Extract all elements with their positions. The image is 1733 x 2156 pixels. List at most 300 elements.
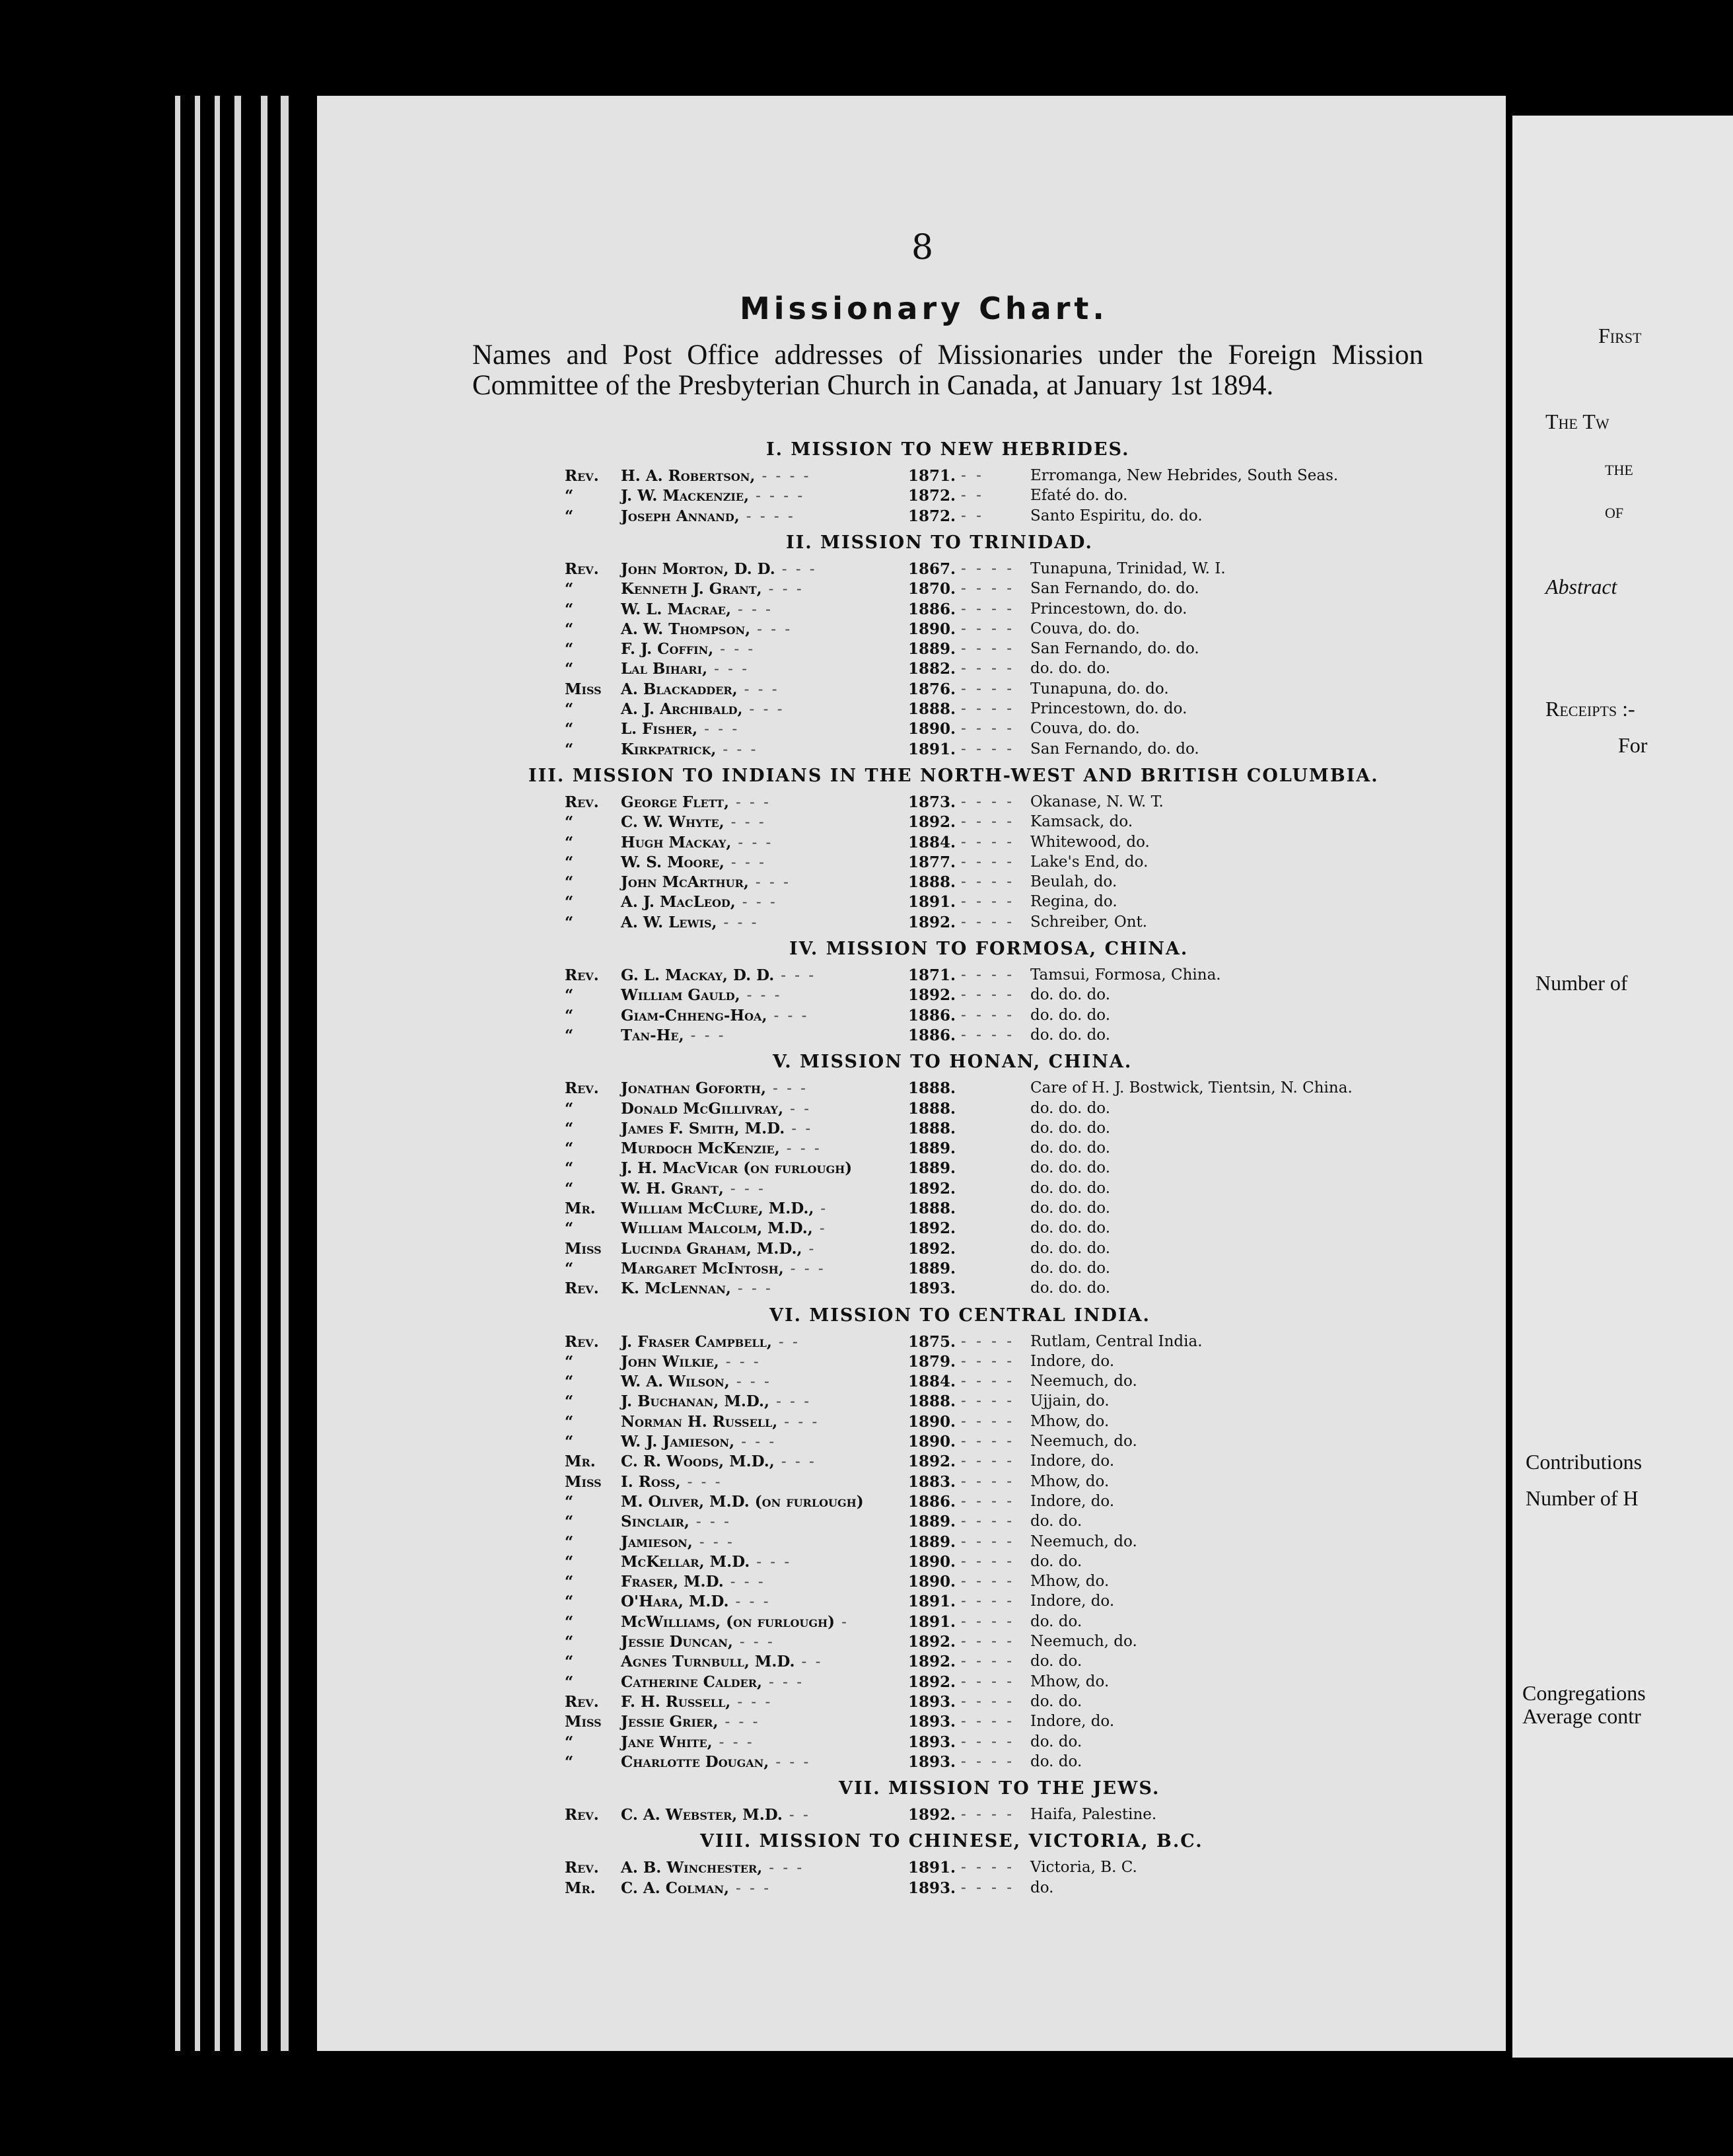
missionary-title: Miss	[565, 1239, 602, 1258]
missionary-title: “	[565, 1752, 574, 1771]
post-office-address: Couva, do. do.	[1030, 720, 1140, 738]
appointment-year: 1886.	[908, 1492, 956, 1511]
leader-dots: - - - -	[961, 580, 1015, 598]
leader-dots: - - -	[781, 1453, 816, 1471]
post-office-address: do. do. do.	[1030, 986, 1111, 1004]
missionary-title: “	[565, 893, 574, 912]
missionary-title: Rev.	[565, 1806, 599, 1824]
post-office-address: Rutlam, Central India.	[1030, 1332, 1203, 1350]
appointment-year: 1884.	[908, 1373, 956, 1391]
leader-dots: - - -	[695, 1513, 731, 1531]
missionary-name: Charlotte Dougan, - - -	[621, 1752, 811, 1771]
missionary-name: F. H. Russell, - - -	[621, 1692, 773, 1711]
leader-dots: - - -	[776, 1393, 811, 1411]
post-office-address: Tunapuna, Trinidad, W. I.	[1030, 559, 1226, 577]
leader-dots: - - - -	[961, 1492, 1015, 1510]
missionary-title: “	[565, 1392, 574, 1411]
right-page-fragment: For	[1618, 733, 1648, 757]
missionary-name: K. McLennan, - - -	[621, 1279, 773, 1298]
section-heading: V. MISSION TO HONAN, CHINA.	[773, 1052, 1133, 1073]
appointment-year: 1890.	[908, 620, 956, 638]
leader-dots: - - -	[749, 701, 785, 718]
missionary-name: Sinclair, - - -	[621, 1513, 731, 1531]
appointment-year: 1892.	[908, 1239, 956, 1258]
leader-dots: - - -	[714, 661, 750, 678]
appointment-year: 1886.	[908, 1006, 956, 1024]
missionary-title: “	[565, 507, 574, 525]
post-office-address: do. do. do.	[1030, 1200, 1111, 1217]
leader-dots: - - -	[738, 834, 773, 851]
missionary-name: I. Ross, - - -	[621, 1472, 723, 1491]
leader-dots: - - - -	[961, 1593, 1015, 1610]
missionary-title: Rev.	[565, 1279, 599, 1298]
leader-dots: - - - -	[961, 1433, 1015, 1450]
appointment-year: 1886.	[908, 1026, 956, 1044]
leader-dots: - - - -	[961, 1513, 1015, 1530]
appointment-year: 1870.	[908, 580, 956, 598]
post-office-address: Neemuch, do.	[1030, 1633, 1137, 1650]
missionary-title: “	[565, 853, 574, 871]
post-office-address: Erromanga, New Hebrides, South Seas.	[1030, 467, 1339, 484]
missionary-title: “	[565, 1653, 574, 1671]
leader-dots: - - -	[741, 1433, 777, 1451]
missionary-title: Miss	[565, 1713, 602, 1731]
missionary-title: Miss	[565, 680, 602, 698]
missionary-name: C. W. Whyte, - - -	[621, 813, 766, 832]
missionary-name: A. J. Archibald, - - -	[621, 700, 785, 718]
leader-dots: - - -	[719, 1733, 754, 1751]
leader-dots: - - - -	[961, 793, 1015, 810]
missionary-name: Lucinda Graham, M.D., -	[621, 1239, 816, 1258]
appointment-year: 1891.	[908, 1612, 956, 1631]
missionary-name: George Flett, - - -	[621, 793, 771, 811]
right-page-fragment: the	[1605, 456, 1633, 480]
post-office-address: Ujjain, do.	[1030, 1392, 1110, 1410]
leader-dots: - - - -	[961, 720, 1015, 738]
leader-dots: - - -	[739, 1634, 775, 1651]
post-office-address: Okanase, N. W. T.	[1030, 793, 1164, 810]
missionary-title: Rev.	[565, 1692, 599, 1711]
appointment-year: 1889.	[908, 1259, 956, 1277]
post-office-address: Neemuch, do.	[1030, 1433, 1137, 1450]
section-heading: IV. MISSION TO FORMOSA, CHINA.	[789, 939, 1189, 959]
leader-dots: - - - -	[961, 1806, 1015, 1824]
post-office-address: Tamsui, Formosa, China.	[1030, 966, 1221, 984]
leader-dots: - - - -	[961, 1653, 1015, 1671]
leader-dots: - - -	[737, 1693, 773, 1711]
missionary-name: Donald McGillivray, - -	[621, 1099, 811, 1118]
missionary-title: “	[565, 580, 574, 598]
missionary-name: Lal Bihari, - - -	[621, 660, 750, 678]
post-office-address: do. do. do.	[1030, 1119, 1111, 1137]
leader-dots: - - - -	[961, 1552, 1015, 1570]
post-office-address: Indore, do.	[1030, 1713, 1115, 1731]
missionary-title: “	[565, 986, 574, 1005]
leader-dots: - - -	[737, 600, 773, 618]
appointment-year: 1892.	[908, 1219, 956, 1238]
post-office-address: Care of H. J. Bostwick, Tientsin, N. China.	[1030, 1079, 1353, 1097]
appointment-year: 1892.	[908, 1806, 956, 1824]
book-edge	[234, 96, 241, 2051]
leader-dots: - - -	[772, 1080, 808, 1098]
missionary-title: “	[565, 1179, 574, 1198]
leader-dots: - - -	[704, 721, 740, 738]
missionary-name: W. H. Grant, - - -	[621, 1179, 765, 1198]
missionary-name: C. A. Webster, M.D. - -	[621, 1806, 810, 1824]
leader-dots: - - -	[757, 620, 793, 638]
missionary-title: “	[565, 1672, 574, 1691]
missionary-name: Norman H. Russell, - - -	[621, 1412, 820, 1431]
leader-dots: - - - -	[961, 1633, 1015, 1650]
post-office-address: do. do. do.	[1030, 1219, 1111, 1237]
missionary-title: “	[565, 600, 574, 618]
leader-dots: - - -	[786, 1140, 822, 1158]
leader-dots: - -	[778, 1333, 800, 1351]
leader-dots: - - -	[781, 560, 817, 578]
appointment-year: 1893.	[908, 1279, 956, 1298]
missionary-name: Murdoch McKenzie, - - -	[621, 1139, 822, 1158]
missionary-title: Rev.	[565, 966, 599, 984]
missionary-title: Mr.	[565, 1200, 596, 1217]
missionary-title: “	[565, 833, 574, 851]
missionary-title: “	[565, 1139, 574, 1158]
missionary-title: “	[565, 913, 574, 931]
post-office-address: Beulah, do.	[1030, 873, 1117, 891]
missionary-title: Rev.	[565, 467, 599, 485]
missionary-name: Hugh Mackay, - - -	[621, 833, 773, 851]
missionary-name: J. Fraser Campbell, - -	[621, 1332, 800, 1351]
leader-dots: - - - -	[961, 620, 1015, 637]
leader-dots: - - -	[736, 1879, 771, 1897]
post-office-address: Mhow, do.	[1030, 1472, 1110, 1490]
appointment-year: 1892.	[908, 1453, 956, 1471]
leader-dots: - - - -	[961, 1472, 1015, 1490]
post-office-address: do. do.	[1030, 1692, 1082, 1710]
post-office-address: Neemuch, do.	[1030, 1532, 1137, 1550]
missionary-title: “	[565, 660, 574, 678]
section-heading: III. MISSION TO INDIANS IN THE NORTH-WEST AND BRITISH COLUMBIA.	[528, 765, 1379, 786]
missionary-name: Jonathan Goforth, - - -	[621, 1079, 808, 1098]
missionary-name: James F. Smith, M.D. - -	[621, 1119, 813, 1137]
right-page-fragment: Congregations	[1522, 1681, 1646, 1705]
post-office-address: Couva, do. do.	[1030, 620, 1140, 637]
leader-dots: - - -	[730, 814, 766, 832]
post-office-address: do. do. do.	[1030, 1279, 1111, 1297]
leader-dots: - - - -	[961, 986, 1015, 1004]
right-page-fragment: Average contr	[1522, 1704, 1641, 1728]
leader-dots: -	[820, 1200, 828, 1217]
post-office-address: Lake's End, do.	[1030, 853, 1149, 871]
missionary-name: John Morton, D. D. - - -	[621, 559, 817, 578]
appointment-year: 1888.	[908, 1119, 956, 1137]
missionary-title: Rev.	[565, 1332, 599, 1351]
missionary-name: John McArthur, - - -	[621, 873, 791, 892]
post-office-address: do. do.	[1030, 1552, 1082, 1570]
appointment-year: 1888.	[908, 700, 956, 718]
leader-dots: - - -	[784, 1413, 820, 1431]
missionary-title: “	[565, 1412, 574, 1431]
missionary-title: Rev.	[565, 1859, 599, 1877]
appointment-year: 1891.	[908, 893, 956, 912]
leader-dots: - - - -	[961, 600, 1015, 618]
missionary-name: A. W. Lewis, - - -	[621, 913, 759, 931]
post-office-address: do. do. do.	[1030, 1139, 1111, 1157]
missionary-title: “	[565, 720, 574, 738]
page-number: 8	[911, 228, 934, 268]
leader-dots: - - - -	[961, 913, 1015, 931]
appointment-year: 1891.	[908, 740, 956, 758]
missionary-name: John Wilkie, - - -	[621, 1352, 761, 1371]
leader-dots: - - -	[735, 1593, 771, 1611]
right-page-fragment: Contributions	[1526, 1450, 1643, 1474]
leader-dots: - - - -	[961, 700, 1015, 717]
appointment-year: 1889.	[908, 1532, 956, 1551]
book-edge	[215, 96, 220, 2051]
missionary-title: Rev.	[565, 559, 599, 578]
missionary-name: Kirkpatrick, - - -	[621, 740, 758, 758]
leader-dots: - - - -	[746, 507, 795, 525]
missionary-title: “	[565, 487, 574, 505]
leader-dots: - - - -	[961, 559, 1015, 577]
missionary-title: “	[565, 1612, 574, 1631]
appointment-year: 1888.	[908, 1079, 956, 1098]
appointment-year: 1882.	[908, 660, 956, 678]
leader-dots: - - - -	[961, 1859, 1015, 1877]
appointment-year: 1867.	[908, 559, 956, 578]
appointment-year: 1892.	[908, 986, 956, 1005]
right-page-fragment: Number of	[1536, 971, 1628, 995]
missionary-name: Fraser, M.D. - - -	[621, 1573, 765, 1591]
missionary-name: H. A. Robertson, - - - -	[621, 467, 811, 485]
leader-dots: - - -	[781, 967, 816, 984]
post-office-address: Haifa, Palestine.	[1030, 1806, 1157, 1824]
leader-dots: - - - -	[961, 813, 1015, 831]
leader-dots: - - -	[790, 1260, 826, 1277]
missionary-title: “	[565, 640, 574, 659]
leader-dots: - -	[790, 1100, 811, 1118]
leader-dots: - - -	[756, 1553, 792, 1571]
leader-dots: - - - -	[961, 1332, 1015, 1350]
missionary-title: Mr.	[565, 1879, 596, 1897]
missionary-name: Agnes Turnbull, M.D. - -	[621, 1653, 823, 1671]
appointment-year: 1871.	[908, 966, 956, 984]
leader-dots: - -	[801, 1653, 823, 1671]
section-heading: VI. MISSION TO CENTRAL INDIA.	[769, 1305, 1150, 1326]
post-office-address: do. do.	[1030, 1653, 1082, 1671]
appointment-year: 1871.	[908, 467, 956, 485]
leader-dots: - - -	[690, 1026, 726, 1044]
appointment-year: 1892.	[908, 1179, 956, 1198]
leader-dots: - - -	[769, 1859, 804, 1877]
missionary-name: G. L. Mackay, D. D. - - -	[621, 966, 816, 984]
leader-dots: - - - -	[961, 1026, 1015, 1044]
appointment-year: 1875.	[908, 1332, 956, 1351]
leader-dots: - - -	[720, 641, 756, 659]
missionary-name: J. Buchanan, M.D., - - -	[621, 1392, 811, 1411]
appointment-year: 1893.	[908, 1692, 956, 1711]
post-office-address: San Fernando, do. do.	[1030, 640, 1199, 658]
post-office-address: San Fernando, do. do.	[1030, 580, 1199, 598]
post-office-address: do. do. do.	[1030, 1159, 1111, 1177]
appointment-year: 1891.	[908, 1593, 956, 1611]
missionary-name: A. J. MacLeod, - - -	[621, 893, 777, 912]
leader-dots: - - -	[699, 1533, 734, 1551]
leader-dots: - - - -	[961, 1879, 1015, 1896]
appointment-year: 1892.	[908, 1633, 956, 1651]
leader-dots: - - -	[775, 1753, 811, 1771]
leader-dots: - - -	[725, 1713, 760, 1731]
appointment-year: 1893.	[908, 1879, 956, 1897]
missionary-name: Tan-He, - - -	[621, 1026, 726, 1044]
missionary-name: Catherine Calder, - - -	[621, 1672, 804, 1691]
leader-dots: - - - -	[961, 833, 1015, 851]
leader-dots: - - - -	[961, 1573, 1015, 1591]
leader-dots: - - -	[768, 581, 804, 598]
leader-dots: - - - -	[961, 1373, 1015, 1390]
missionary-title: “	[565, 1513, 574, 1531]
post-office-address: Schreiber, Ont.	[1030, 913, 1148, 931]
missionary-name: William Malcolm, M.D., -	[621, 1219, 827, 1238]
missionary-title: Rev.	[565, 1079, 599, 1098]
post-office-address: Tunapuna, do. do.	[1030, 680, 1169, 698]
post-office-address: Mhow, do.	[1030, 1412, 1110, 1430]
post-office-address: Mhow, do.	[1030, 1573, 1110, 1591]
leader-dots: - - - -	[961, 853, 1015, 871]
missionary-title: “	[565, 873, 574, 892]
leader-dots: - - - -	[961, 1733, 1015, 1750]
missionary-title: “	[565, 1492, 574, 1511]
right-page-fragment: Abstract	[1545, 575, 1617, 598]
leader-dots: - - -	[737, 1280, 773, 1298]
right-page-fragment: Receipts :-	[1545, 697, 1635, 721]
missionary-name: W. L. Macrae, - - -	[621, 600, 773, 618]
leader-dots: - - -	[736, 1373, 771, 1391]
missionary-title: “	[565, 1433, 574, 1451]
leader-dots: - - -	[730, 1573, 765, 1591]
leader-dots: - - -	[735, 793, 771, 811]
post-office-address: do. do.	[1030, 1612, 1082, 1630]
right-page-fragment: The Tw	[1545, 410, 1609, 433]
leader-dots: -	[819, 1220, 827, 1238]
post-office-address: Santo Espiritu, do. do.	[1030, 507, 1203, 524]
right-page-fragment: Number of H	[1526, 1486, 1639, 1510]
leader-dots: - - - -	[961, 1672, 1015, 1690]
leader-dots: -	[841, 1613, 849, 1631]
section-heading: II. MISSION TO TRINIDAD.	[786, 532, 1093, 553]
missionary-title: “	[565, 1099, 574, 1118]
leader-dots: - - - -	[961, 1713, 1015, 1731]
leader-dots: - - - -	[961, 1412, 1015, 1430]
missionary-name: W. J. Jamieson, - - -	[621, 1433, 777, 1451]
appointment-year: 1889.	[908, 640, 956, 659]
missionary-name: Margaret McIntosh, - - -	[621, 1259, 826, 1277]
missionary-title: “	[565, 1026, 574, 1044]
appointment-year: 1888.	[908, 1200, 956, 1217]
leader-dots: - - -	[742, 894, 777, 912]
appointment-year: 1893.	[908, 1752, 956, 1771]
post-office-address: do. do. do.	[1030, 660, 1111, 678]
page-title: Missionary Chart.	[740, 291, 1108, 326]
appointment-year: 1876.	[908, 680, 956, 698]
leader-dots: - -	[961, 507, 984, 524]
leader-dots: -	[808, 1240, 816, 1258]
post-office-address: do. do. do.	[1030, 1239, 1111, 1257]
right-page	[1512, 116, 1733, 2058]
leader-dots: - - - -	[756, 487, 805, 505]
missionary-title: “	[565, 1733, 574, 1751]
leader-dots: - - - -	[961, 1453, 1015, 1470]
appointment-year: 1890.	[908, 1412, 956, 1431]
missionary-title: “	[565, 1352, 574, 1371]
missionary-name: Jessie Grier, - - -	[621, 1713, 760, 1731]
missionary-name: McWilliams, (on furlough) -	[621, 1612, 849, 1631]
post-office-address: San Fernando, do. do.	[1030, 740, 1199, 758]
post-office-address: do. do. do.	[1030, 1006, 1111, 1024]
leader-dots: - - - -	[961, 660, 1015, 678]
leader-dots: - - - -	[961, 640, 1015, 658]
missionary-title: “	[565, 700, 574, 718]
appointment-year: 1893.	[908, 1733, 956, 1751]
appointment-year: 1892.	[908, 913, 956, 931]
missionary-name: McKellar, M.D. - - -	[621, 1552, 792, 1571]
appointment-year: 1891.	[908, 1859, 956, 1877]
missionary-name: J. H. MacVicar (on furlough)	[621, 1159, 853, 1178]
leader-dots: - - -	[725, 1353, 761, 1371]
missionary-title: “	[565, 1552, 574, 1571]
leader-dots: - - -	[723, 740, 758, 758]
missionary-title: “	[565, 740, 574, 758]
appointment-year: 1889.	[908, 1139, 956, 1158]
book-edge	[175, 96, 180, 2051]
missionary-title: Rev.	[565, 793, 599, 811]
leader-dots: - - -	[723, 914, 759, 931]
missionary-name: Giam-Chheng-Hoa, - - -	[621, 1006, 809, 1024]
missionary-title: “	[565, 1633, 574, 1651]
missionary-name: W. A. Wilson, - - -	[621, 1373, 771, 1391]
missionary-name: A. W. Thompson, - - -	[621, 620, 793, 638]
missionary-name: Kenneth J. Grant, - - -	[621, 580, 804, 598]
missionary-title: Mr.	[565, 1453, 596, 1471]
leader-dots: - - - -	[961, 1352, 1015, 1370]
appointment-year: 1890.	[908, 1552, 956, 1571]
book-edge	[281, 96, 289, 2051]
missionary-title: “	[565, 1219, 574, 1238]
missionary-name: Joseph Annand, - - - -	[621, 507, 795, 525]
appointment-year: 1872.	[908, 487, 956, 505]
post-office-address: do. do. do.	[1030, 1026, 1111, 1044]
appointment-year: 1892.	[908, 1653, 956, 1671]
leader-dots: - - - -	[961, 740, 1015, 758]
missionary-name: C. R. Woods, M.D., - - -	[621, 1453, 816, 1471]
appointment-year: 1889.	[908, 1513, 956, 1531]
missionary-name: A. Blackadder, - - -	[621, 680, 779, 698]
post-office-address: do.	[1030, 1879, 1054, 1896]
section-heading: VIII. MISSION TO CHINESE, VICTORIA, B.C.	[700, 1831, 1203, 1852]
post-office-address: do. do.	[1030, 1733, 1082, 1750]
post-office-address: Mhow, do.	[1030, 1672, 1110, 1690]
appointment-year: 1890.	[908, 720, 956, 738]
missionary-title: “	[565, 1259, 574, 1277]
book-edge	[261, 96, 267, 2051]
leader-dots: - - - -	[961, 1532, 1015, 1550]
leader-dots: - - -	[744, 680, 779, 698]
missionary-name: Jamieson, - - -	[621, 1532, 734, 1551]
appointment-year: 1883.	[908, 1472, 956, 1491]
leader-dots: - - -	[730, 853, 766, 871]
leader-dots: - -	[791, 1120, 813, 1137]
missionary-title: “	[565, 1159, 574, 1178]
post-office-address: do. do. do.	[1030, 1179, 1111, 1197]
